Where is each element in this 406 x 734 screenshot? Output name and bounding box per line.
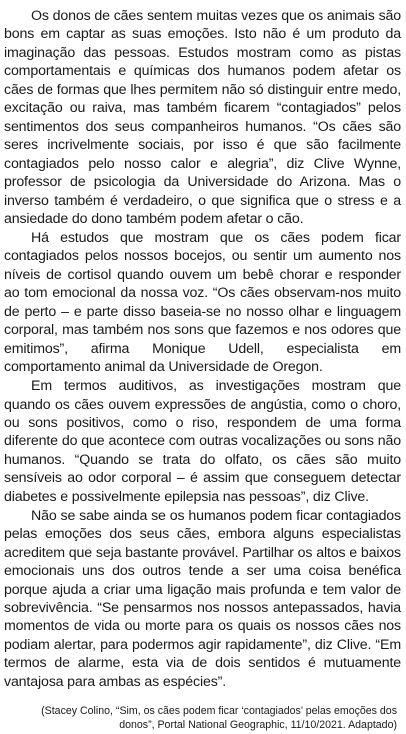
paragraph-3: Em termos auditivos, as investigações mostram que quando os cães ouvem expressões de angústia, como o choro, ou sons positivos, como o riso, respondem de uma forma diferente do que acontece com outras vocalizações ou sons não humanos. “Quando se trata do olfato, os cães são muito sensíveis ao odor corporal – é assim que conseguem detectar diabetes e possivelmente epilepsia nas pessoas”, diz Clive. [4, 378, 401, 505]
paragraph-4: Não se sabe ainda se os humanos podem ficar contagiados pelas emoções dos seus cães, embora alguns especialistas acreditem que seja bastante provável. Partilhar os altos e baixos emocionais uns dos outros tende a ser uma coisa benéfica porque ajuda a criar uma ligação mais profunda e tem valor de sobrevivência. “Se pensarmos nos nossos antepassados, havia momentos de vida ou morte para os quais os nossos cães nos podiam alertar, para podermos agir rapidamente”, diz Clive. “Em termos de alarme, esta via de dois sentidos é mutuamente vantajosa para ambas as espécies”. [4, 507, 401, 690]
paragraph-1: Os donos de cães sentem muitas vezes que os animais são bons em captar as suas emoções. Isto não é um produto da imaginação das pessoas. Estudos mostram como as pistas comportamentais e químicas dos humanos podem afetar os cães de formas que lhes permitem não só distinguir entre medo, excitação ou raiva, mas também ficarem “contagiados” pelos sentimentos dos seus companheiros humanos. “Os cães são seres incrivelmente sociais, por isso é que são facilmente contagiados pelo nosso calor e alegria”, diz Clive Wynne, professor de psicologia da Universidade do Arizona. Mas o inverso também é verdadeiro, o que significa que o stress e a ansiedade do dono também podem afetar o cão. [4, 8, 401, 227]
source-citation: (Stacey Colino, “Sim, os cães podem ficar ‘contagiados’ pelas emoções dos donos”, Portal National Geographic, 11/10/2021. Adaptado) [41, 705, 397, 732]
article [4, 7, 401, 732]
paragraph-2: Há estudos que mostram que os cães podem ficar contagiados pelos nossos bocejos, ou sentir um aumento nos níveis de cortisol quando ouvem um bebê chorar e responder ao tom emocional da nossa voz. “Os cães observam-nos muito de perto – e parte disso baseia-se no nosso olhar e linguagem corporal, mas também nos sons que fazemos e nos odores que emitimos”, afirma Monique Udell, especialista em comportamento animal da Universidade de Oregon. [4, 229, 401, 376]
